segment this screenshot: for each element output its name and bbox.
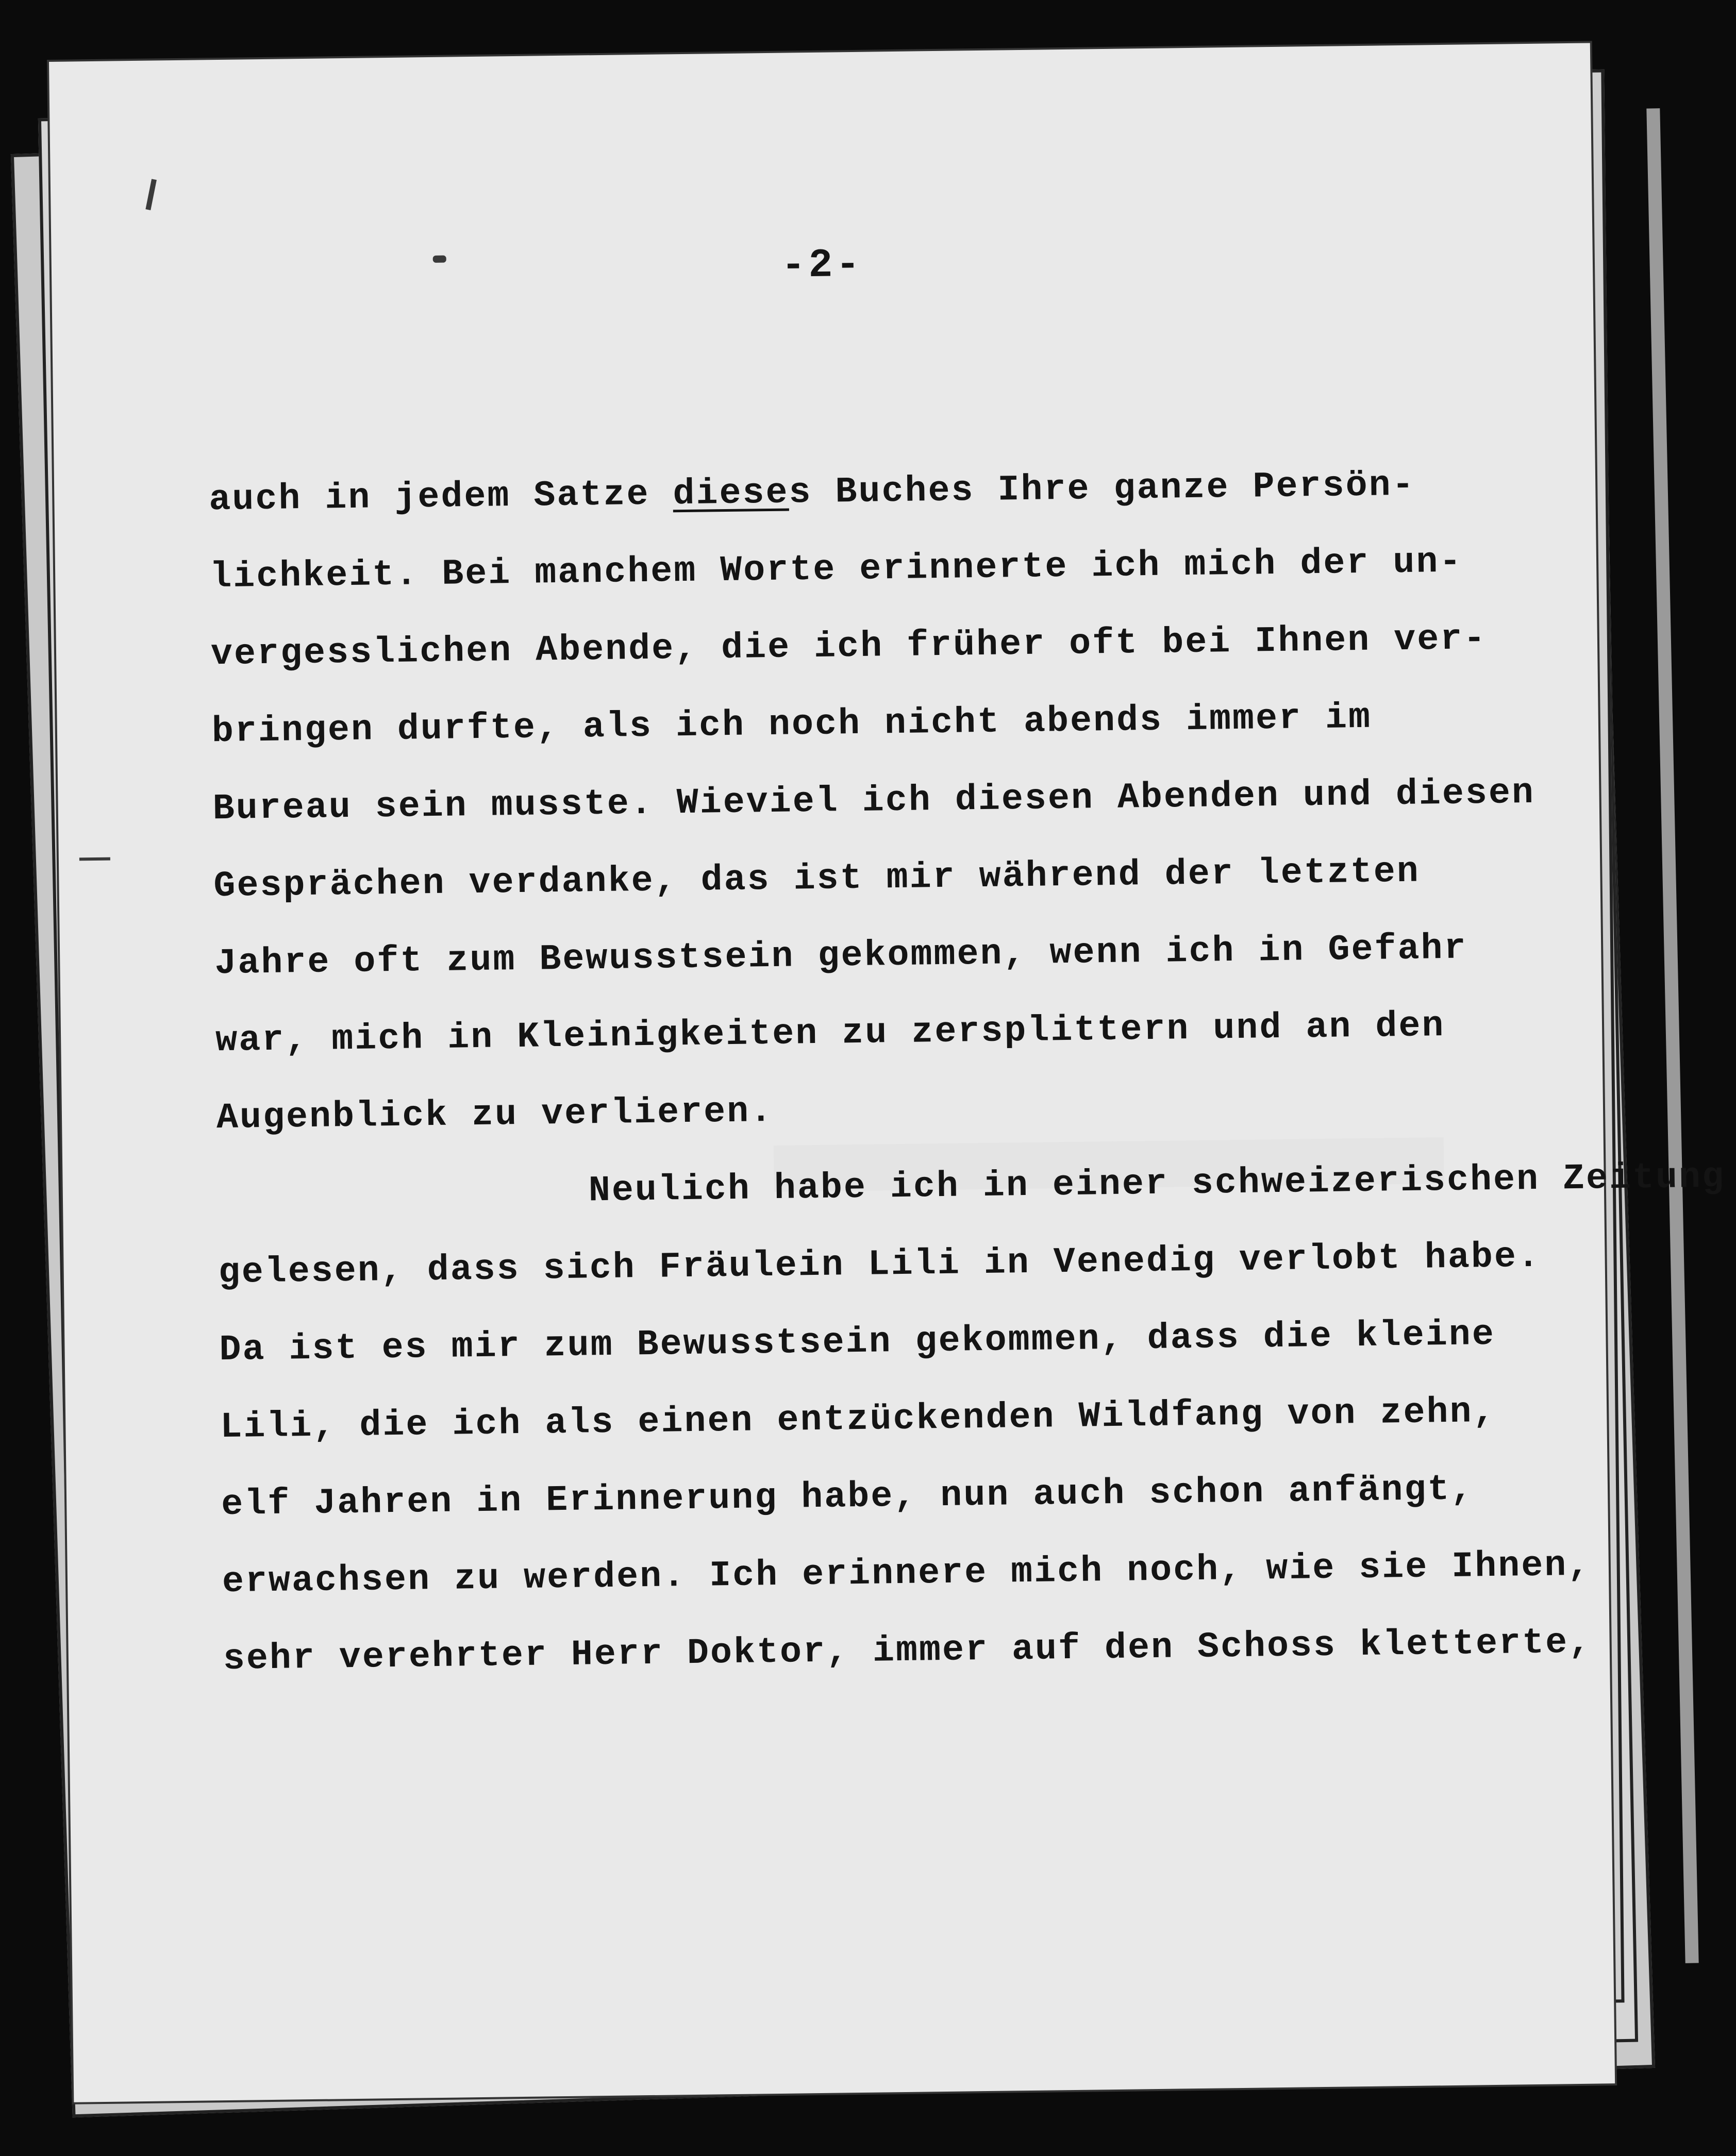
sheet-edge (1646, 108, 1698, 1963)
page-number: -2- (781, 242, 863, 289)
text-line: lichkeit. Bei manchem Worte erinnerte ich mich der un- (209, 542, 1463, 598)
text-line: vergesslichen Abende, die ich früher oft bei Ihnen ver- (210, 619, 1487, 676)
letter-page (49, 43, 1726, 2102)
text-line: sehr verehrter Herr Doktor, immer auf den Schoss kletterte, (223, 1622, 1592, 1680)
text-line: Neulich habe ich in einer schweizerischen Zeitung (588, 1157, 1726, 1212)
text-line: Augenblick zu verlieren. (216, 1091, 774, 1139)
margin-dash (79, 857, 110, 861)
text-line: war, mich in Kleinigkeiten zu zersplittern und an den (215, 1006, 1445, 1062)
text-line: elf Jahren in Erinnerung habe, nun auch schon anfängt, (221, 1469, 1474, 1526)
text-line: erwachsen zu werden. Ich erinnere mich noch, wie sie Ihnen, (222, 1545, 1591, 1603)
text-line: Gesprächen verdanke, das ist mir während der letzten (213, 851, 1421, 907)
underlined-word: diese (673, 473, 790, 515)
pencil-mark (145, 179, 157, 210)
text-line: Bureau sein musste. Wieviel ich diesen Abenden und diesen (212, 772, 1535, 830)
text-line: Da ist es mir zum Bewusstsein gekommen, dass die kleine (219, 1314, 1496, 1371)
line-text: auch in jedem Satze (208, 474, 673, 521)
line-text: s Buches Ihre ganze Persön- (789, 465, 1416, 514)
text-line: gelesen, dass sich Fräulein Lili in Venedig verlobt habe. (218, 1236, 1541, 1294)
text-line: Lili, die ich als einen entzückenden Wildfang von zehn, (220, 1391, 1497, 1448)
letter-body (208, 445, 1726, 1698)
text-line: Jahre oft zum Bewusstsein gekommen, wenn ich in Gefahr (214, 928, 1468, 985)
text-line: bringen durfte, als ich noch nicht abends immer im (211, 697, 1372, 753)
